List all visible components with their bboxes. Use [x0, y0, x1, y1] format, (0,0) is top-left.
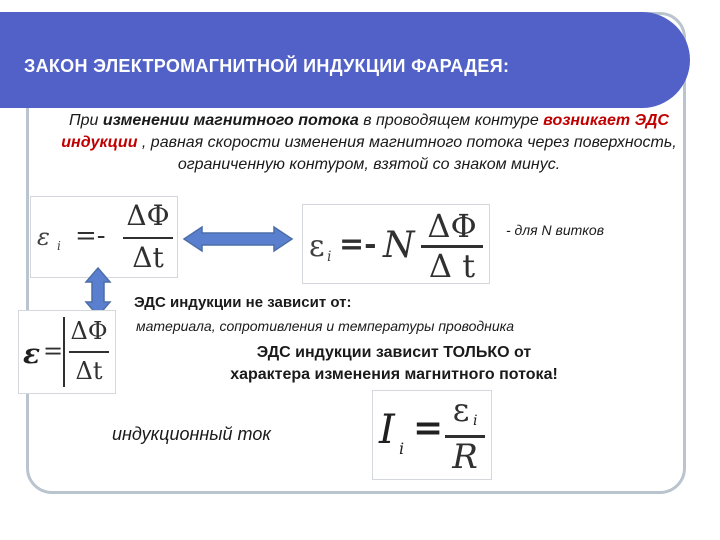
double-arrow-horizontal-shape [184, 227, 292, 251]
formula4-sub: i [399, 439, 405, 458]
formula-emf-abs [18, 310, 116, 394]
formula2-eq: =- [339, 227, 377, 262]
paragraph-part-2: изменении магнитного потока [102, 112, 359, 129]
formula4-den: R [452, 437, 478, 477]
formula1-den: Δt [132, 241, 164, 274]
formula3-abs-left [63, 317, 65, 387]
formula4-i: I [379, 407, 395, 453]
emf-depends-statement [134, 342, 654, 386]
formula3-num: ΔΦ [70, 317, 108, 345]
formula2-n: N [383, 225, 415, 266]
formula2-den: Δ t [428, 247, 476, 285]
law-paragraph [58, 110, 680, 176]
formula3-eq: = [43, 337, 64, 365]
paragraph-part-5: , равная скорости изменения магнитного потока через поверхность, ограниченную контуром, взятой со знаком минус. [137, 134, 677, 173]
formula-induction-current [372, 390, 492, 480]
paragraph-part-1: При [69, 112, 103, 129]
emf-independent-heading: ЭДС индукции не зависит от: [134, 294, 352, 311]
formula2-sub: i [327, 249, 332, 265]
formula1-eq: =- [75, 221, 106, 251]
paragraph-part-3: в проводящем контуре [358, 112, 544, 129]
formula1-fraction-line [123, 237, 173, 239]
emf-depends-line-1: ЭДС индукции зависит ТОЛЬКО от [256, 344, 532, 361]
formula4-num: ε [452, 391, 470, 429]
note-n-turns: - для N витков [506, 222, 605, 238]
formula1-num: ΔΦ [126, 199, 170, 232]
formula2-eps: ε [309, 229, 325, 264]
title-bar [0, 12, 690, 108]
emf-depends-line-2: характера изменения магнитного потока! [230, 366, 558, 383]
formula3-fraction-line [69, 351, 109, 353]
formula1-eps: ε [37, 223, 50, 251]
formula3-eps: ε [23, 337, 41, 370]
double-arrow-horizontal [182, 225, 294, 253]
formula4-num-sub: i [473, 413, 478, 429]
formula2-num: ΔΦ [427, 207, 477, 245]
formula1-sub: i [57, 239, 61, 253]
induction-current-label: индукционный ток [112, 424, 271, 444]
double-arrow-vertical-shape [86, 268, 110, 316]
slide-title: ЗАКОН ЭЛЕКТРОМАГНИТНОЙ ИНДУКЦИИ ФАРАДЕЯ: [24, 56, 510, 76]
formula3-den: Δt [75, 357, 103, 385]
paragraph-part-4: возникает ЭДС индукции [61, 112, 669, 151]
formula4-eq: = [413, 407, 444, 449]
emf-independent-factors: материала, сопротивления и температуры проводника [136, 318, 515, 334]
formula-emf-n-turns [302, 204, 490, 284]
